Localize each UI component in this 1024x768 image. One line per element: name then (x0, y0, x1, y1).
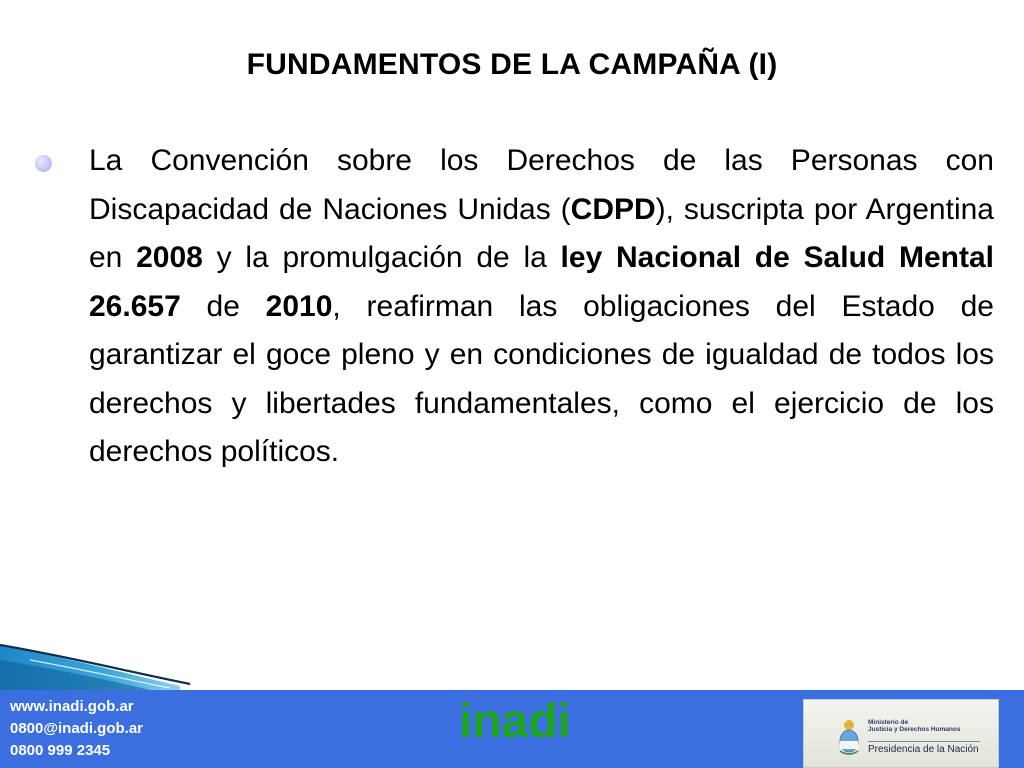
bullet-text-segment: La Convención sobre los Derechos de las Personas con Discapacidad de Naciones Unidas ( (89, 144, 994, 226)
ministry-name (868, 719, 960, 733)
bullet-text-segment: , reafirman las obligaciones del Estado de garantizar el goce pleno y en condiciones de igualdad de todos los derechos y libertades fundamentales, como el ejercicio de los derechos políticos. (89, 289, 994, 468)
bullet-bold-year-2010: 2010 (265, 289, 333, 323)
inadi-logo: inadi (458, 695, 571, 748)
contact-info (10, 696, 143, 762)
decorative-swoosh (0, 620, 1024, 692)
bullet-text-segment: y la promulgación de la (202, 241, 561, 274)
website-link[interactable]: www.inadi.gob.ar (10, 698, 134, 715)
national-crest-icon (838, 717, 860, 757)
bullet-dot-icon (35, 155, 52, 172)
bullet-bold-year-2008: 2008 (136, 241, 203, 274)
footer-bar (0, 690, 1024, 768)
ministry-line-2: Justicia y Derechos Humanos (868, 726, 961, 733)
bullet-text-segment: ), suscripta por Argentina en (89, 192, 994, 274)
bullet-bold-law: ley Nacional de Salud Mental 26.657 (89, 241, 994, 323)
bullet-bold-cdpd: CDPD (570, 192, 656, 226)
ministry-divider (868, 741, 980, 742)
slide-title: FUNDAMENTOS DE LA CAMPAÑA (I) (246, 48, 778, 81)
ministry-logo (803, 699, 999, 768)
bullet-text-segment: de (180, 289, 266, 323)
phone-number: 0800 999 2345 (10, 742, 111, 759)
presidency-label: Presidencia de la Nación (868, 744, 979, 755)
email-link[interactable]: 0800@inadi.gob.ar (10, 720, 144, 737)
bullet-text (89, 137, 994, 477)
ministry-line-1: Ministerio de (868, 719, 909, 726)
